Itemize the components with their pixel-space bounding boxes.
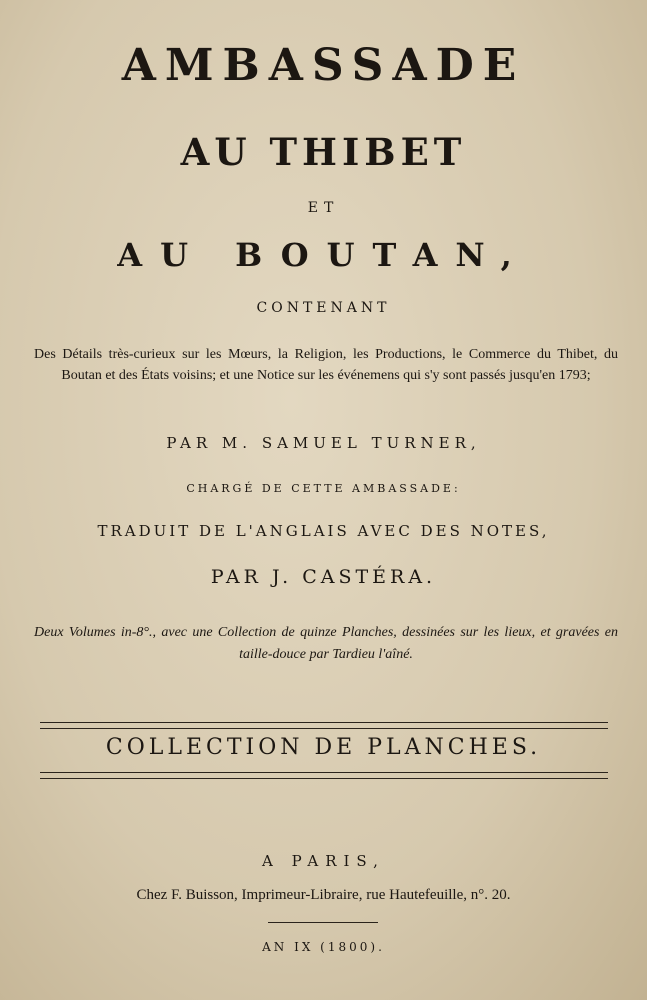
divider-rule (40, 778, 608, 779)
translator-line: PAR J. CASTÉRA. (210, 566, 437, 588)
title-line-au-thibet: AU THIBET (180, 130, 467, 174)
short-divider-rule (268, 922, 378, 923)
title-line-ambassade: AMBASSADE (121, 40, 526, 91)
divider-rule (40, 728, 608, 729)
imprint-publisher: Chez F. Buisson, Imprimeur-Libraire, rue Hautefeuille, n°. 20. (136, 887, 511, 903)
author-line: PAR M. SAMUEL TURNER, (166, 434, 481, 452)
divider-rule (40, 772, 608, 773)
section-heading: COLLECTION DE PLANCHES. (105, 735, 542, 760)
translation-line: TRADUIT DE L'ANGLAIS AVEC DES NOTES, (97, 522, 550, 540)
divider-rule (40, 722, 608, 723)
title-line-au-boutan: AU BOUTAN, (117, 236, 530, 274)
title-line-et: ET (307, 200, 340, 216)
volumes-note: Deux Volumes in-8°., avec une Collection de quinze Planches, dessinées sur les lieux, et gravées en taille-douce par Tardieu l'aîné. (34, 625, 618, 662)
author-role-line: CHARGÉ DE CETTE AMBASSADE: (186, 482, 461, 495)
imprint-date: AN IX (1800). (262, 940, 385, 954)
imprint-place: A PARIS, (262, 852, 385, 870)
title-line-contenant: CONTENANT (256, 300, 391, 316)
description-paragraph: Des Détails très-curieux sur les Mœurs, la Religion, les Productions, le Commerce du Thibet, du Boutan et des États voisins; et une Notice sur les événemens qui s'y sont passés jusqu'en 1793; (34, 347, 618, 383)
